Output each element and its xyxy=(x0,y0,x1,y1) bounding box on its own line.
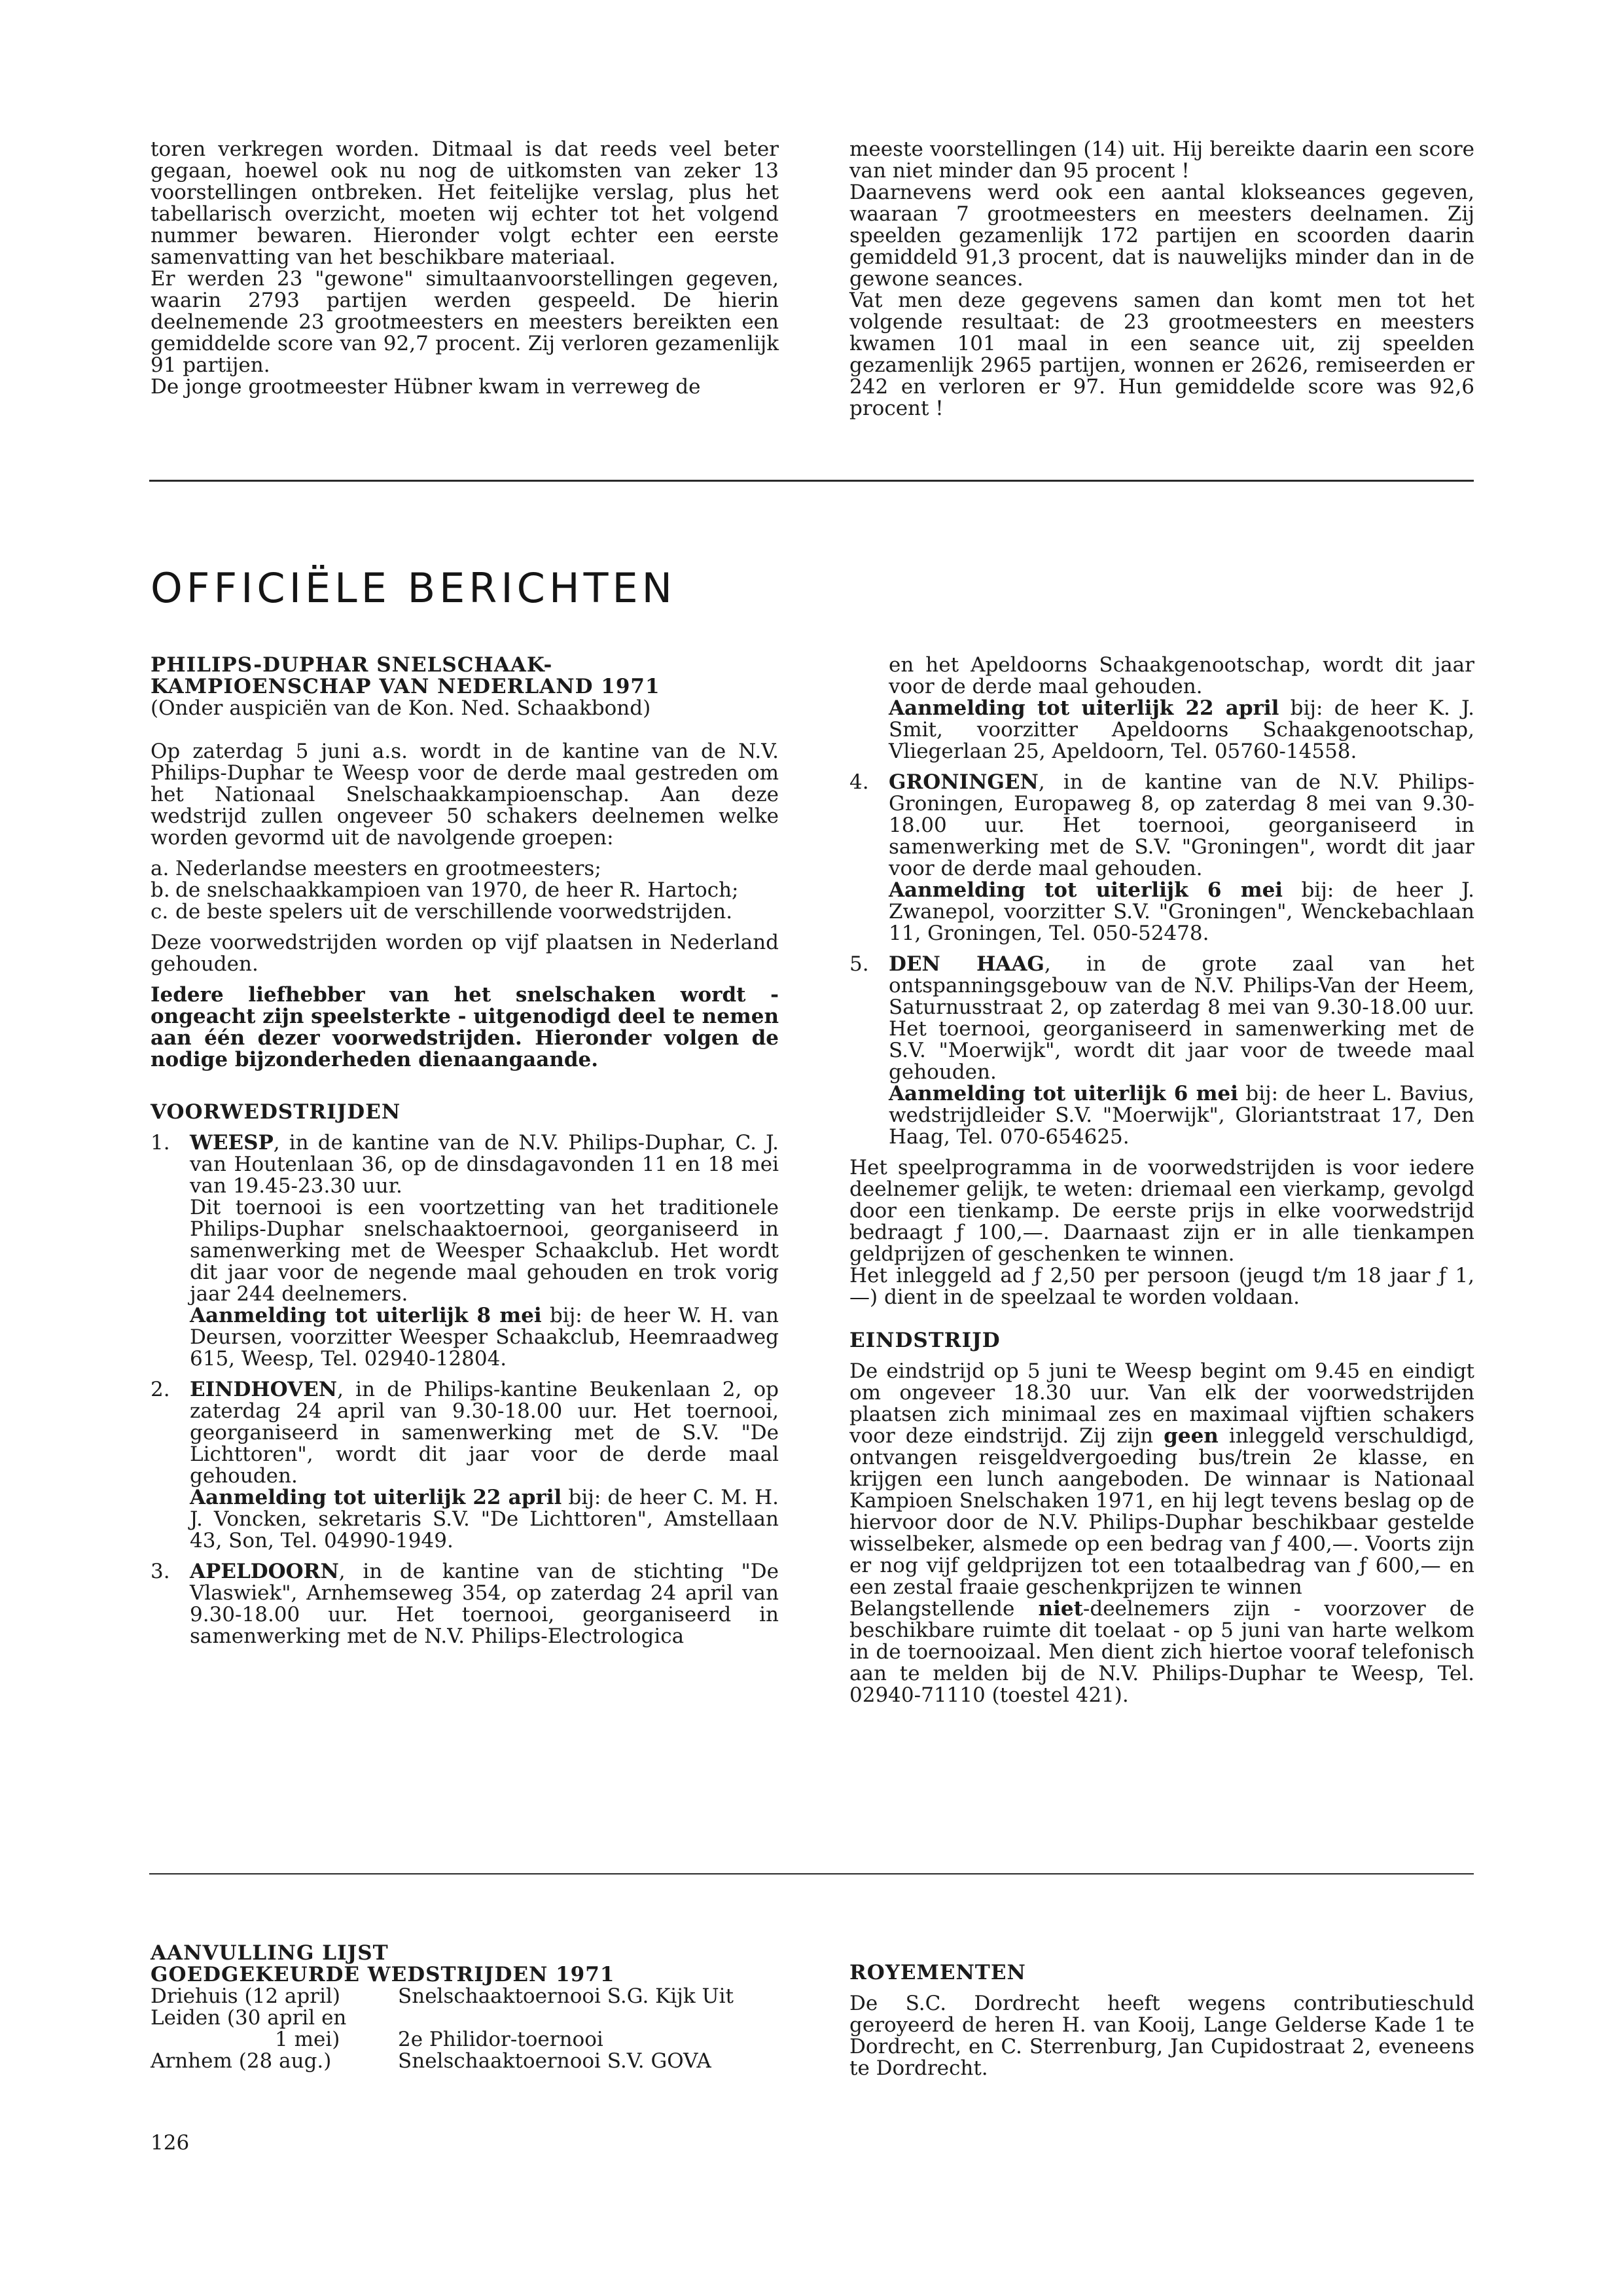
paragraph: Vat men deze gegevens samen dan komt men tot het volgende resultaat: de 23 grootmeesters en meesters kwamen 101 maal in een seance uit, zij speelden gezamenlijk 2965 partijen, wonnen er 2626, remiseerden er 242 en verloren er 97. Hun gemiddelde score was 92,6 procent ! xyxy=(849,289,1474,420)
group-list xyxy=(151,858,779,923)
kampioenschap-right-column xyxy=(849,655,1474,1706)
eindstrijd-paragraph: Belangstellende niet-deelnemers zijn - voorzover de beschikbare ruimte dit toelaat - op 5 juni van harte welkom in de toernooizaal. Men dient zich hiertoe vooraf telefonisch aan te melden bij de N.V. Philips-Duphar te Weesp, Tel. 02940-71110 (toestel 421). xyxy=(849,1597,1474,1707)
top-left-column xyxy=(151,139,779,398)
paragraph: De jonge grootmeester Hübner kwam in verreweg de xyxy=(151,375,701,399)
list-item: 3. APELDOORN, in de kantine van de stichting "De Vlaswiek", Arnhemseweg 354, op zaterdag 24 april van 9.30-18.00 uur. Het toernooi, georganiseerd in samenwerking met de N.V. Philips-Electrologica xyxy=(151,1560,779,1648)
aanvulling-column xyxy=(151,1943,779,2072)
eindstrijd-paragraph: De eindstrijd op 5 juni te Weesp begint om 9.45 en eindigt om ongeveer 18.30 uur. Van elk der voorwedstrijden plaatsen zich minimaal zes en maximaal vijftien schakers voor deze eindstrijd. Zij zijn geen inleggeld verschuldigd, ontvangen reisgeldvergoeding bus/trein 2e klasse, en krijgen een lunch aangeboden. De winnaar is Nationaal Kampioen Snelschaken 1971, en hij legt tevens beslag op de hiervoor door de N.V. Philips-Duphar beschikbaar gestelde wisselbeker, alsmede op een bedrag van ƒ 400,—. Voorts zijn er nog vijf geldprijzen tot een totaalbedrag van ƒ 600,— en een zestal fraaie geschenkprijzen te winnen xyxy=(849,1359,1474,1599)
aanvulling-heading: GOEDGEKEURDE WEDSTRIJDEN 1971 xyxy=(151,1963,615,1986)
royementen-heading: ROYEMENTEN xyxy=(849,1961,1026,1984)
table-row: Arnhem (28 aug.) Snelschaaktoernooi S.V. GOVA xyxy=(151,2049,711,2073)
list-item: 4. GRONINGEN, in de kantine van de N.V. Philips-Groningen, Europaweg 8, op zaterdag 8 mei van 9.30-18.00 uur. Het toernooi, georganiseerd in samenwerking met de S.V. "Groningen", wordt dit jaar voor de derde maal gehouden. Aanmelding tot uiterlijk 6 mei bij: de heer J. Zwanepol, voorzitter S.V. "Groningen", Wenckebachlaan 11, Groningen, Tel. 050-52478. xyxy=(849,770,1474,945)
aanvulling-heading: AANVULLING LIJST xyxy=(151,1941,389,1965)
list-item: a. Nederlandse meesters en grootmeesters; xyxy=(151,857,601,880)
program-paragraph: Het speelprogramma in de voorwedstrijden is voor iedere deelnemer gelijk, te weten: driemaal een vierkamp, gevolgd door een tienkamp. De eerste prijs in elke voorwedstrijd bedraagt ƒ 100,—. Daarnaast zijn er in alle tienkampen geldprijzen of geschenken te winnen. xyxy=(849,1156,1474,1266)
article-subheading: (Onder auspiciën van de Kon. Ned. Schaakbond) xyxy=(151,696,651,720)
table-row: 1 mei) 2e Philidor-toernooi xyxy=(275,2028,603,2051)
list-item: 1. WEESP, in de kantine van de N.V. Philips-Duphar, C. J. van Houtenlaan 36, op de dinsdagavonden 11 en 18 mei van 19.45-23.30 uur. Dit toernooi is een voortzetting van het traditionele Philips-Duphar snelschaaktoernooi, georganiseerd in samenwerking met de Weesper Schaakclub. Het wordt dit jaar voor de negende maal gehouden en trok vorig jaar 244 deelnemers. Aanmelding tot uiterlijk 8 mei bij: de heer W. H. van Deursen, voorzitter Weesper Schaakclub, Heemraadweg 615, Weesp, Tel. 02940-12804. xyxy=(151,1131,779,1371)
top-right-column xyxy=(849,139,1474,420)
invite-paragraph: Iedere liefhebber van het snelschaken wordt - ongeacht zijn speelsterkte - uitgenodigd deel te nemen aan één dezer voorwedstrijden. Hieronder volgen de nodige bijzonderheden dienaangaande. xyxy=(151,983,779,1071)
list-item: b. de snelschaakkampioen van 1970, de heer R. Hartoch; xyxy=(151,878,739,902)
paragraph: Daarnevens werd ook een aantal klokseances gegeven, waaraan 7 grootmeesters en meesters deelnamen. Zij speelden gezamenlijk 172 partijen en scoorden daarin gemiddeld 91,3 procent, dat is nauwelijks minder dan in de gewone seances. xyxy=(849,181,1474,291)
royementen-column xyxy=(849,1962,1474,2079)
fee-paragraph: Het inleggeld ad ƒ 2,50 per persoon (jeugd t/m 18 jaar ƒ 1,—) dient in de speelzaal te worden voldaan. xyxy=(849,1264,1474,1309)
paragraph: toren verkregen worden. Ditmaal is dat reeds veel beter gegaan, hoewel ook nu nog de uitkomsten van zeker 13 voorstellingen ontbreken. Het feitelijke verslag, plus het tabellarisch overzicht, moeten wij echter tot het volgend nummer bewaren. Hieronder volgt echter een eerste samenvatting van het beschikbare materiaal. xyxy=(151,137,779,269)
table-row: Leiden (30 april en xyxy=(151,2006,347,2030)
voorwedstrijden-list-continued xyxy=(849,772,1474,1148)
divider xyxy=(149,480,1474,482)
eindstrijd-heading: EINDSTRIJD xyxy=(849,1329,1001,1352)
divider xyxy=(149,1873,1474,1874)
list-item: c. de beste spelers uit de verschillende voorwedstrijden. xyxy=(151,900,733,924)
voorwedstrijden-heading: VOORWEDSTRIJDEN xyxy=(151,1100,401,1124)
list-item: 5. DEN HAAG, in de grote zaal van het ontspanningsgebouw van de N.V. Philips-Van der Heem, Saturnusstraat 2, op zaterdag 8 mei van 9.30-18.00 uur. Het toernooi, georganiseerd in samenwerking met de S.V. "Moerwijk", wordt dit jaar voor de tweede maal gehouden. Aanmelding tot uiterlijk 6 mei bij: de heer L. Bavius, wedstrijdleider S.V. "Moerwijk", Gloriantstraat 17, Den Haag, Tel. 070-654625. xyxy=(849,952,1474,1149)
voorwedstrijden-list xyxy=(151,1132,779,1647)
intro-paragraph: Op zaterdag 5 juni a.s. wordt in de kantine van de N.V. Philips-Duphar te Weesp voor de derde maal gestreden om het Nationaal Snelschaakkampioenschap. Aan deze wedstrijd zullen ongeveer 50 schakers deelnemen welke worden gevormd uit de navolgende groepen: xyxy=(151,740,779,850)
page-number: 126 xyxy=(151,2131,190,2155)
kampioenschap-left-column xyxy=(151,655,779,1647)
list-item: 2. EINDHOVEN, in de Philips-kantine Beukenlaan 2, op zaterdag 24 april van 9.30-18.00 uur. Het toernooi, georganiseerd in samenwerking met de S.V. "De Lichttoren", wordt dit jaar voor de derde maal gehouden. Aanmelding tot uiterlijk 22 april bij: de heer C. M. H. J. Voncken, sekretaris S.V. "De Lichttoren", Amstellaan 43, Son, Tel. 04990-1949. xyxy=(151,1378,779,1552)
article-heading: PHILIPS-DUPHAR SNELSCHAAK- xyxy=(151,653,553,677)
paragraph: meeste voorstellingen (14) uit. Hij bereikte daarin een score van niet minder dan 95 procent ! xyxy=(849,137,1474,183)
section-title: OFFICIËLE BERICHTEN xyxy=(151,564,676,612)
paragraph: Er werden 23 "gewone" simultaanvoorstellingen gegeven, waarin 2793 partijen werden gespeeld. De hierin deelnemende 23 grootmeesters en meesters bereikten een gemiddelde score van 92,7 procent. Zij verloren gezamenlijk 91 partijen. xyxy=(151,267,779,377)
paragraph: Deze voorwedstrijden worden op vijf plaatsen in Nederland gehouden. xyxy=(151,931,779,976)
royementen-paragraph: De S.C. Dordrecht heeft wegens contributieschuld geroyeerd de heren H. van Kooij, Lange Gelderse Kade 1 te Dordrecht, en C. Sterrenburg, Jan Cupidostraat 2, eveneens te Dordrecht. xyxy=(849,1992,1474,2080)
article-heading: KAMPIOENSCHAP VAN NEDERLAND 1971 xyxy=(151,675,660,698)
list-item-continuation: en het Apeldoorns Schaakgenootschap, wordt dit jaar voor de derde maal gehouden. Aanmelding tot uiterlijk 22 april bij: de heer K. J. Smit, voorzitter Apeldoorns Schaakgenootschap, Vliegerlaan 25, Apeldoorn, Tel. 05760-14558. xyxy=(889,653,1475,763)
table-row: Driehuis (12 april) Snelschaaktoernooi S.G. Kijk Uit xyxy=(151,1984,734,2008)
